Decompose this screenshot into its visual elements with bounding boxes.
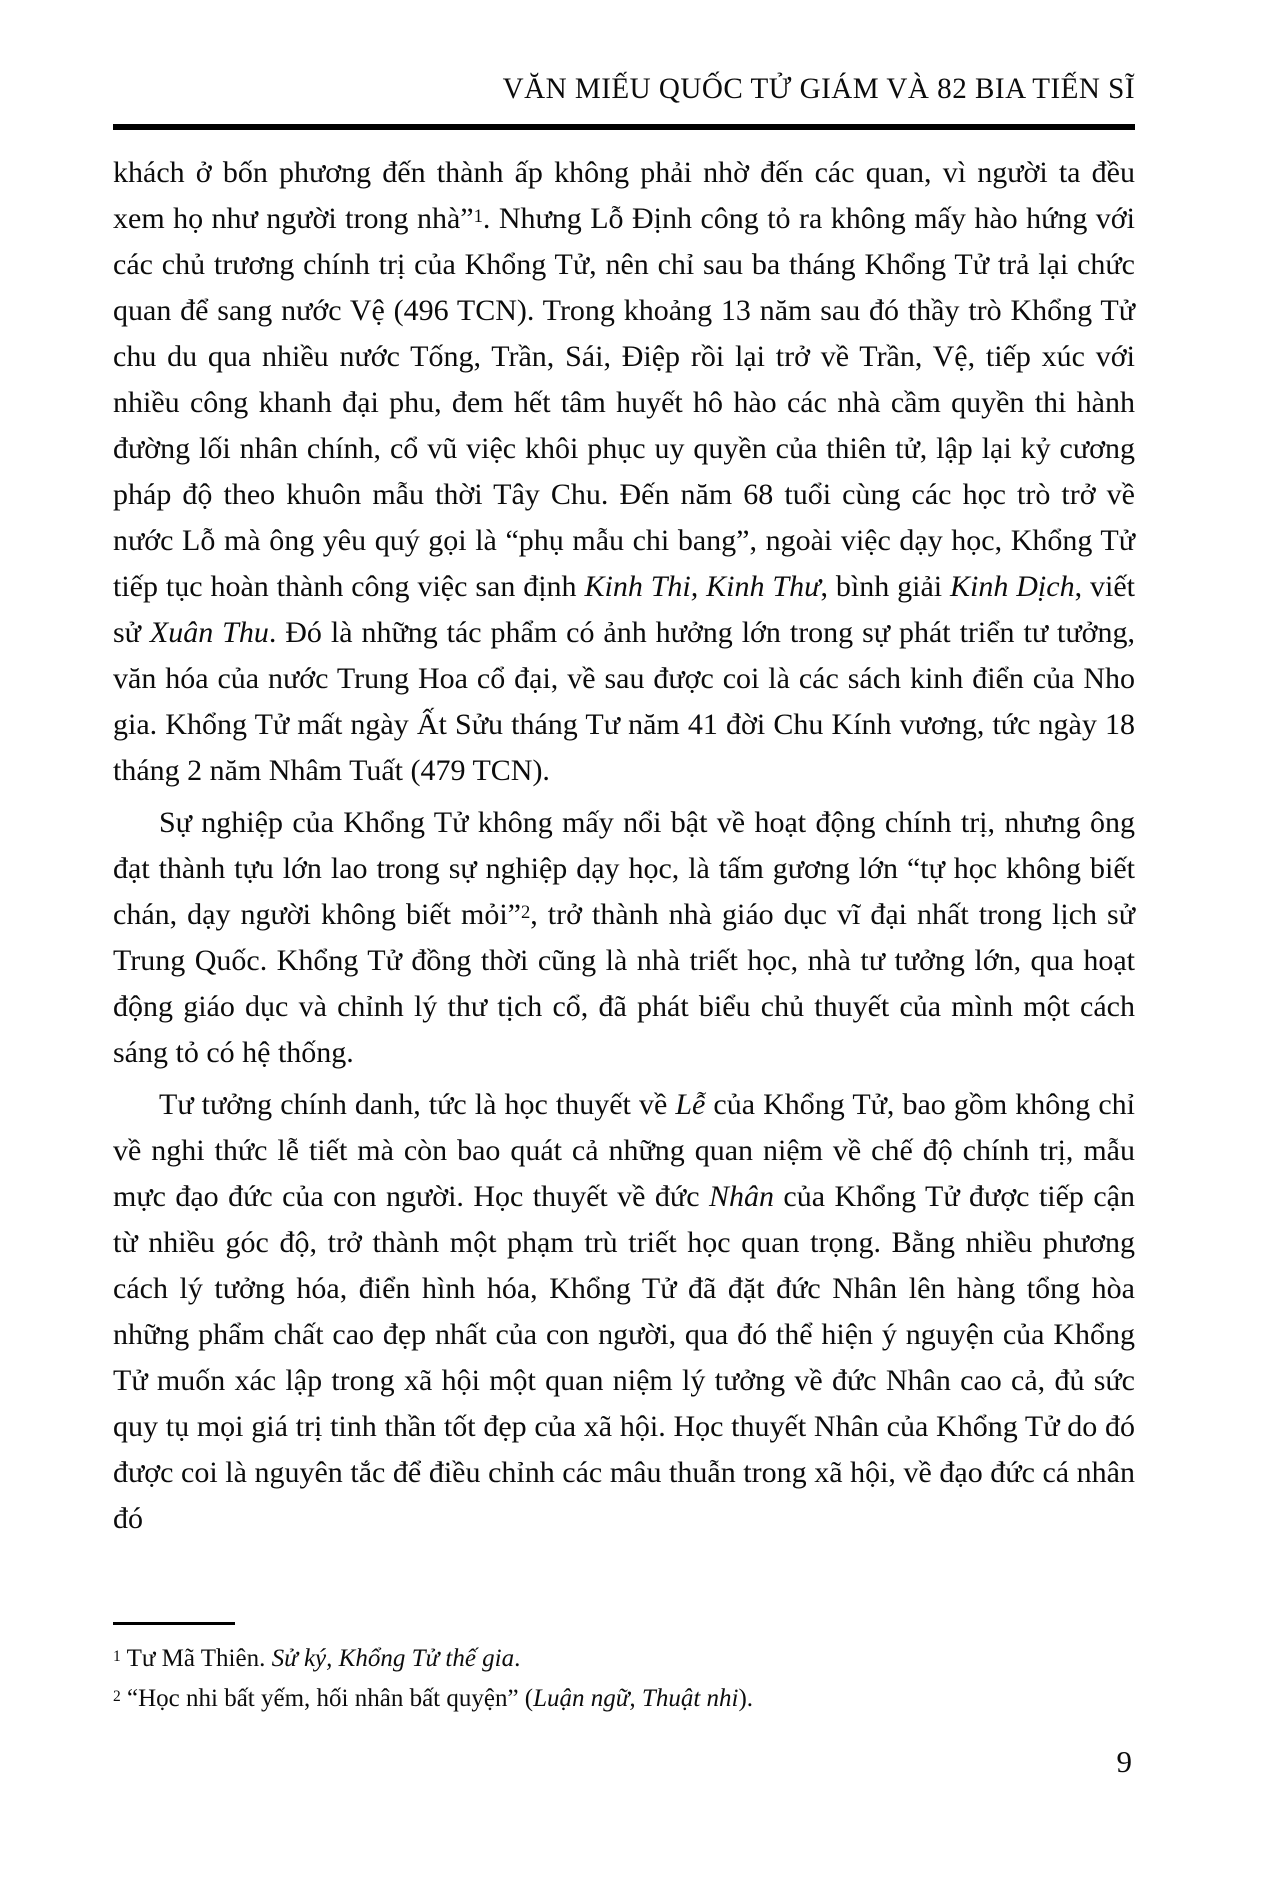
text-segment: Tư Mã Thiên.	[126, 1645, 272, 1672]
text-segment: . Nhưng Lỗ Định công tỏ ra không mấy hào hứng với các chủ trương chính trị của Khổng Tử, nên chỉ sau ba tháng Khổng Tử trả lại chức quan để sang nước Vệ (496 TCN). Trong khoảng 13 năm sau đó thầy trò Khổng Tử chu du qua nhiều nước Tống, Trần, Sái, Điệp rồi lại trở về Trần, Vệ, tiếp xúc với nhiều công khanh đại phu, đem hết tâm huyết hô hào các nhà cầm quyền thi hành đường lối nhân chính, cổ vũ việc khôi phục uy quyền của thiên tử, lập lại kỷ cương pháp độ theo khuôn mẫu thời Tây Chu. Đến năm 68 tuổi cùng các học trò trở về nước Lỗ mà ông yêu quý gọi là “phụ mẫu chi bang”, ngoài việc dạy học, Khổng Tử tiếp tục hoàn thành công việc san định	[113, 202, 1135, 603]
text-segment: Kinh Dịch	[950, 570, 1075, 603]
footnote	[113, 1639, 1135, 1679]
text-segment: ).	[738, 1685, 754, 1712]
text-segment: Nhân	[708, 1180, 774, 1213]
footnote-area	[113, 1622, 1135, 1719]
text-segment: Luận ngữ, Thuật nhi	[533, 1685, 739, 1712]
page-number: 9	[1116, 1744, 1132, 1779]
footnote-marker: 2	[113, 1687, 121, 1705]
text-segment: .	[514, 1645, 521, 1672]
footnote-ref: 1	[473, 205, 483, 227]
header-rule	[113, 124, 1135, 130]
text-segment: của Khổng Tử được tiếp cận từ nhiều góc độ, trở thành một phạm trù triết học quan trọng. Bằng nhiều phương cách lý tưởng hóa, điển hình hóa, Khổng Tử đã đặt đức Nhân lên hàng tổng hòa những phẩm chất cao đẹp nhất của con người, qua đó thể hiện ý nguyện của Khổng Tử muốn xác lập trong xã hội một quan niệm lý tưởng về đức Nhân cao cả, đủ sức quy tụ mọi giá trị tinh thần tốt đẹp của xã hội. Học thuyết Nhân của Khổng Tử do đó được coi là nguyên tắc để điều chỉnh các mâu thuẫn trong xã hội, về đạo đức cá nhân đó	[113, 1180, 1135, 1535]
text-segment: . Đó là những tác phẩm có ảnh hưởng lớn trong sự phát triển tư tưởng, văn hóa của nước Trung Hoa cổ đại, về sau được coi là các sách kinh điển của Nho gia. Khổng Tử mất ngày Ất Sửu tháng Tư năm 41 đời Chu Kính vương, tức ngày 18 tháng 2 năm Nhâm Tuất (479 TCN).	[113, 616, 1135, 787]
paragraph	[113, 150, 1135, 794]
text-segment: Kinh Thi, Kinh Thư	[584, 570, 821, 603]
text-segment: Lễ	[675, 1088, 706, 1121]
running-header-title: VĂN MIẾU QUỐC TỬ GIÁM VÀ 82 BIA TIẾN SĨ	[502, 72, 1135, 105]
text-segment: , viết sử	[113, 570, 1135, 649]
text-segment: Sử ký, Khổng Tử thế gia	[271, 1645, 515, 1672]
text-segment: khách ở bốn phương đến thành ấp không phải nhờ đến các quan, vì người ta đều xem họ như người trong nhà”	[113, 156, 1135, 235]
paragraph	[113, 800, 1135, 1076]
footnotes	[113, 1639, 1135, 1719]
footnote	[113, 1679, 1135, 1719]
footnote-marker: 1	[113, 1647, 121, 1665]
footnote-separator	[113, 1622, 235, 1625]
text-segment: “Học nhi bất yếm, hối nhân bất quyện” (	[127, 1685, 534, 1712]
footnote-ref: 2	[520, 901, 531, 923]
body-text	[113, 150, 1135, 1548]
text-segment: Sự nghiệp của Khổng Tử không mấy nổi bật về hoạt động chính trị, nhưng ông đạt thành tựu lớn lao trong sự nghiệp dạy học, là tấm gương lớn “tự học không biết chán, dạy người không biết mỏi”	[113, 806, 1135, 931]
text-segment: , trở thành nhà giáo dục vĩ đại nhất trong lịch sử Trung Quốc. Khổng Tử đồng thời cũng là nhà triết học, nhà tư tưởng lớn, qua hoạt động giáo dục và chỉnh lý thư tịch cổ, đã phát biểu chủ thuyết của mình một cách sáng tỏ có hệ thống.	[113, 898, 1135, 1069]
text-segment: của Khổng Tử, bao gồm không chỉ về nghi thức lễ tiết mà còn bao quát cả những quan niệm về chế độ chính trị, mẫu mực đạo đức của con người. Học thuyết về đức	[113, 1088, 1136, 1213]
text-segment: Tư tưởng chính danh, tức là học thuyết về	[159, 1088, 676, 1121]
text-segment: Xuân Thu	[149, 616, 269, 649]
text-segment: , bình giải	[820, 570, 950, 603]
paragraph	[113, 1082, 1135, 1542]
